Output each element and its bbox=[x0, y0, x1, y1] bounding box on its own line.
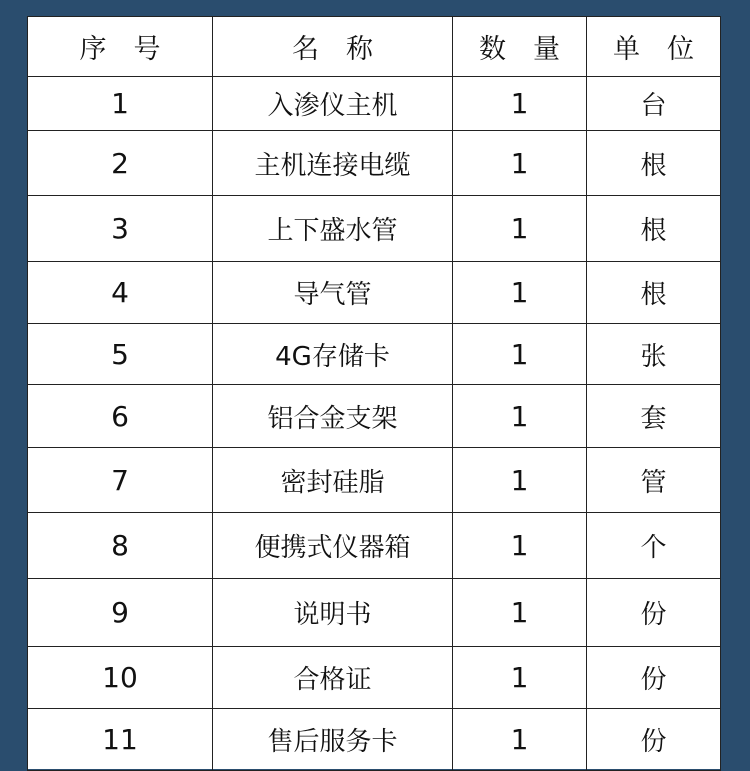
row-serial-number: 4 bbox=[28, 262, 213, 324]
row-serial-number: 5 bbox=[28, 324, 213, 385]
row-unit: 根 bbox=[587, 196, 721, 262]
table-row bbox=[28, 77, 721, 131]
row-item-name: 铝合金支架 bbox=[213, 385, 453, 448]
row-item-name: 4G存储卡 bbox=[213, 324, 453, 385]
row-serial-number: 11 bbox=[28, 709, 213, 771]
row-item-name: 售后服务卡 bbox=[213, 709, 453, 771]
table-row bbox=[28, 196, 721, 262]
row-unit: 份 bbox=[587, 579, 721, 647]
table-row bbox=[28, 262, 721, 324]
packing-list-sheet bbox=[27, 16, 720, 769]
row-quantity: 1 bbox=[453, 513, 587, 579]
row-serial-number: 3 bbox=[28, 196, 213, 262]
row-quantity: 1 bbox=[453, 324, 587, 385]
row-unit: 根 bbox=[587, 262, 721, 324]
row-item-name: 上下盛水管 bbox=[213, 196, 453, 262]
row-serial-number: 10 bbox=[28, 647, 213, 709]
table-row bbox=[28, 324, 721, 385]
table-row bbox=[28, 131, 721, 196]
table-row bbox=[28, 647, 721, 709]
row-serial-number: 1 bbox=[28, 77, 213, 131]
row-serial-number: 6 bbox=[28, 385, 213, 448]
table-row bbox=[28, 448, 721, 513]
row-unit: 张 bbox=[587, 324, 721, 385]
row-quantity: 1 bbox=[453, 196, 587, 262]
header-serial-number: 序 号 bbox=[28, 17, 213, 77]
row-unit: 套 bbox=[587, 385, 721, 448]
row-serial-number: 2 bbox=[28, 131, 213, 196]
row-unit: 份 bbox=[587, 647, 721, 709]
row-unit: 台 bbox=[587, 77, 721, 131]
table-row bbox=[28, 709, 721, 771]
row-quantity: 1 bbox=[453, 385, 587, 448]
table-row bbox=[28, 579, 721, 647]
packing-list-table bbox=[27, 16, 721, 771]
row-quantity: 1 bbox=[453, 448, 587, 513]
row-quantity: 1 bbox=[453, 647, 587, 709]
row-quantity: 1 bbox=[453, 131, 587, 196]
row-serial-number: 9 bbox=[28, 579, 213, 647]
table-row bbox=[28, 385, 721, 448]
header-quantity: 数 量 bbox=[453, 17, 587, 77]
row-unit: 管 bbox=[587, 448, 721, 513]
row-serial-number: 8 bbox=[28, 513, 213, 579]
header-item-name: 名 称 bbox=[213, 17, 453, 77]
row-unit: 根 bbox=[587, 131, 721, 196]
row-quantity: 1 bbox=[453, 709, 587, 771]
row-quantity: 1 bbox=[453, 77, 587, 131]
row-quantity: 1 bbox=[453, 579, 587, 647]
row-item-name: 主机连接电缆 bbox=[213, 131, 453, 196]
row-serial-number: 7 bbox=[28, 448, 213, 513]
table-row bbox=[28, 513, 721, 579]
row-item-name: 导气管 bbox=[213, 262, 453, 324]
row-item-name: 便携式仪器箱 bbox=[213, 513, 453, 579]
row-unit: 份 bbox=[587, 709, 721, 771]
table-header-row bbox=[28, 17, 721, 77]
row-item-name: 密封硅脂 bbox=[213, 448, 453, 513]
row-item-name: 合格证 bbox=[213, 647, 453, 709]
row-unit: 个 bbox=[587, 513, 721, 579]
row-quantity: 1 bbox=[453, 262, 587, 324]
row-item-name: 入渗仪主机 bbox=[213, 77, 453, 131]
row-item-name: 说明书 bbox=[213, 579, 453, 647]
header-unit: 单 位 bbox=[587, 17, 721, 77]
